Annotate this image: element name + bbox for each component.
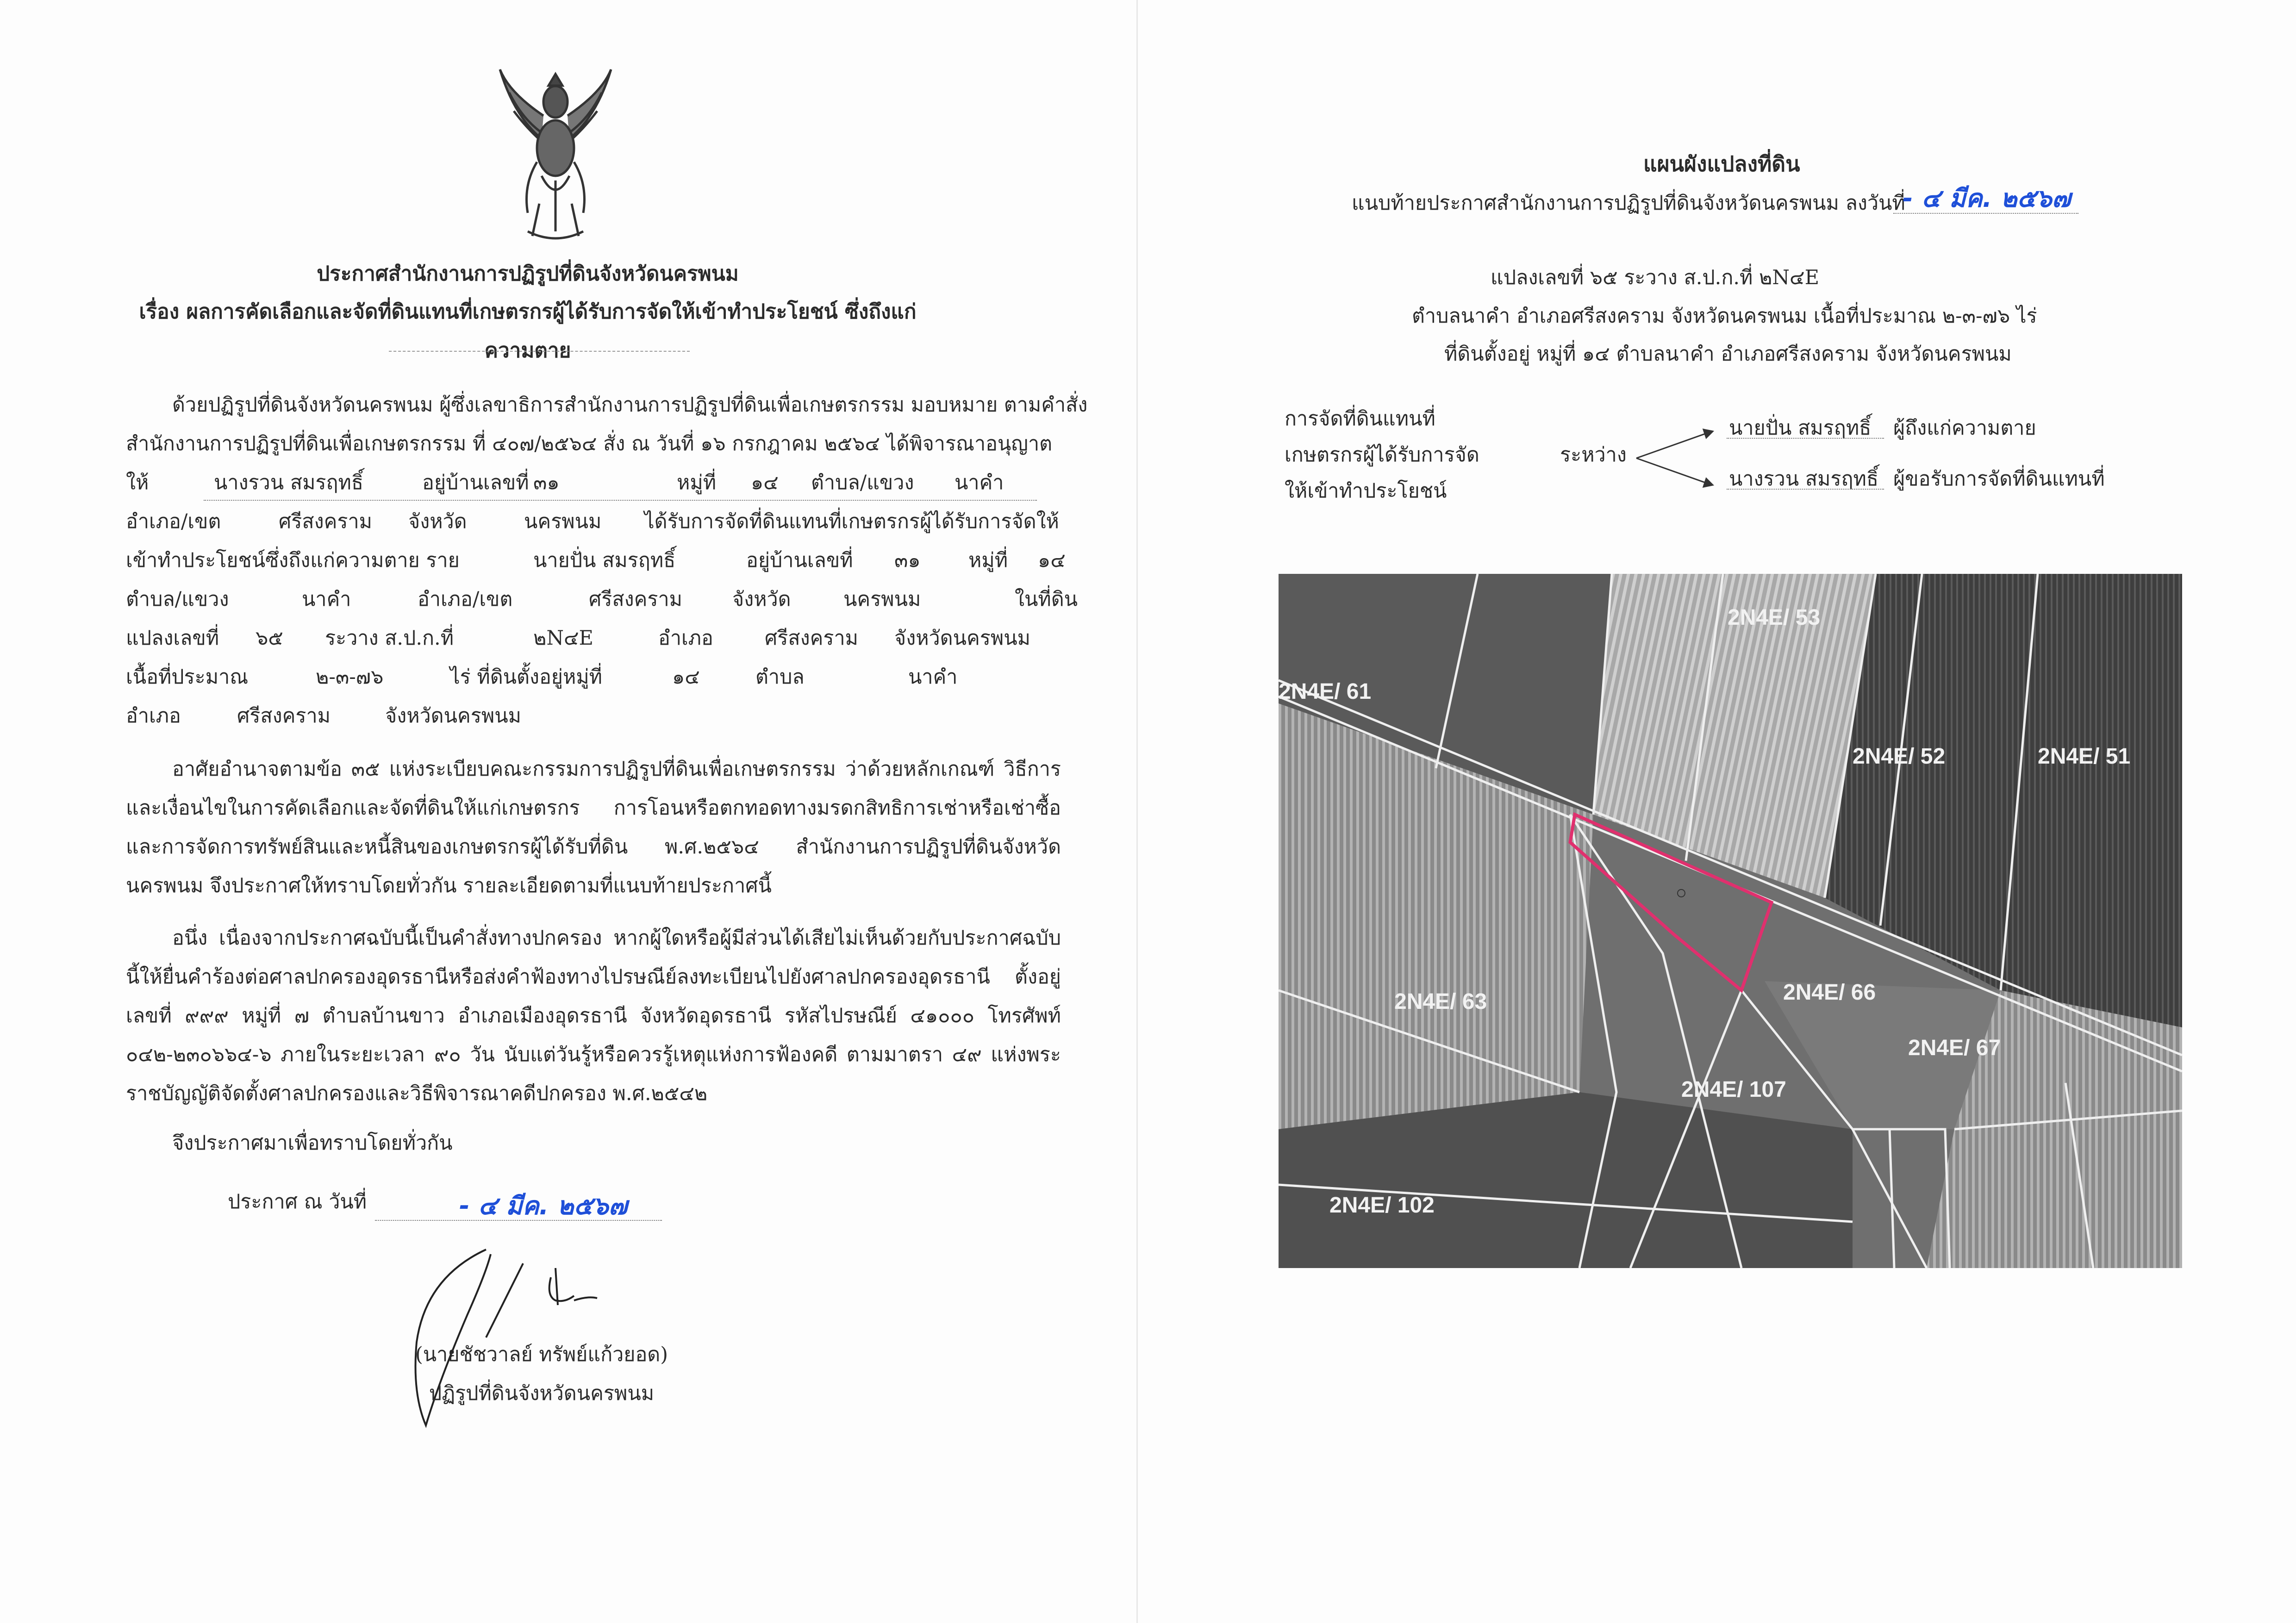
garuda-emblem (495, 65, 616, 245)
province-full-2: จังหวัดนครพนม (385, 704, 521, 728)
label-house-no-2: อยู่บ้านเลขที่ (746, 549, 853, 572)
in-land-text: ในที่ดิน (1015, 588, 1078, 611)
date-dotted-line (375, 1220, 662, 1221)
plot-no-value: ๖๕ (256, 627, 283, 650)
label-province: จังหวัด (408, 510, 467, 533)
rai-text: ไร่ ที่ดินตั้งอยู่หมู่ที่ (450, 665, 603, 689)
amphoe-value: ศรีสงคราม (279, 510, 372, 533)
announce-date-label: ประกาศ ณ วันที่ (228, 1190, 367, 1213)
title-divider (389, 351, 690, 352)
alloc-label-1: การจัดที่ดินแทนที่ (1285, 407, 1435, 430)
dotted-fill-line (204, 500, 1037, 501)
attach-label: แนบท้ายประกาศสำนักงานการปฏิรูปที่ดินจังหวัดนครพนม ลงวันที่ (1352, 192, 1905, 215)
plan-title: แผนผังแปลงที่ดิน (1643, 151, 1800, 176)
announcement-subject: เรื่อง ผลการคัดเลือกและจัดที่ดินแทนที่เกษตรกรผู้ได้รับการจัดให้เข้าทำประโยชน์ ซึ่งถึงแก่ความตาย (139, 300, 917, 362)
moo-value-2: ๑๔ (1038, 549, 1066, 572)
moo-value: ๑๔ (751, 471, 779, 494)
deceased-text: เข้าทำประโยชน์ซึ่งถึงแก่ความตาย ราย (126, 549, 460, 572)
plot-line-1: แปลงเลขที่ ๖๕ ระวาง ส.ป.ก.ที่ ๒N๔E (1491, 266, 1819, 289)
province-value: นครพนม (524, 510, 602, 533)
province-full: จังหวัดนครพนม (894, 627, 1030, 650)
label-province-2: จังหวัด (732, 588, 791, 611)
label-amphoe-2: อำเภอ/เขต (418, 588, 513, 611)
person-1-role: ผู้ถึงแก่ความตาย (1893, 417, 2036, 440)
label-amphoe-3: อำเภอ (658, 627, 713, 650)
deceased-name: นายปั่น สมรฤทธิ์ (533, 549, 676, 572)
paragraph-2: อาศัยอำนาจตามข้อ ๓๕ แห่งระเบียบคณะกรรมการปฏิรูปที่ดินเพื่อเกษตรกรรม ว่าด้วยหลักเกณฑ์ วิธีการ และเงื่อนไขในการคัดเลือกและจัดที่ดินให้แก่เกษตรกร การโอนหรือตกทอดทางมรดกสิทธิการเช่าหรือเช่าซื้อ และการจัดการทรัพย์สินและหนี้สินของเกษตรกรผู้ได้รับที่ดิน พ.ศ.๒๕๖๔ สำนักงานการปฏิรูปที่ดินจังหวัดนครพนม จึงประกาศให้ทราบโดยทั่วกัน รายละเอียดตามที่แนบท้ายประกาศนี้ (126, 758, 1061, 897)
label-moo: หมู่ที่ (677, 471, 717, 494)
plot-line-3: ที่ดินตั้งอยู่ หมู่ที่ ๑๔ ตำบลนาคำ อำเภอศรีสงคราม จังหวัดนครพนม (1444, 342, 2012, 366)
map-label-67: 2N4E/ 67 (1908, 1036, 2001, 1060)
paragraph-1-line-1: ด้วยปฏิรูปที่ดินจังหวัดนครพนม ผู้ซึ่งเลขาธิการสำนักงานการปฏิรูปที่ดินเพื่อเกษตรกรรม มอบหมาย ตามคำสั่ง (172, 393, 1088, 417)
map-label-51: 2N4E/ 51 (2038, 744, 2131, 769)
map-label-52: 2N4E/ 52 (1853, 744, 1946, 769)
map-label-107: 2N4E/ 107 (1681, 1077, 1786, 1102)
label-sheet: ระวาง ส.ป.ก.ที่ (325, 627, 454, 650)
map-label-102: 2N4E/ 102 (1329, 1193, 1435, 1218)
label-area: เนื้อที่ประมาณ (126, 665, 249, 689)
house-no-value: ๓๑ (533, 471, 560, 494)
label-plot: แปลงเลขที่ (126, 627, 219, 650)
label-amphoe: อำเภอ/เขต (126, 510, 221, 533)
tambon-value-3: นาคำ (908, 665, 958, 689)
person-2-line (1727, 489, 1884, 490)
aerial-plot-map (1279, 574, 2182, 1268)
sheet-value: ๒N๔E (533, 627, 593, 650)
amphoe-value-2: ศรีสงคราม (589, 588, 682, 611)
person-1-line (1727, 438, 1884, 439)
signer-title: ปฏิรูปที่ดินจังหวัดนครพนม (429, 1382, 655, 1405)
moo-value-3: ๑๔ (672, 665, 700, 689)
map-label-53: 2N4E/ 53 (1728, 605, 1821, 630)
between-label: ระหว่าง (1560, 443, 1627, 466)
area-value: ๒-๓-๗๖ (316, 665, 384, 689)
amphoe-value-4: ศรีสงคราม (237, 704, 331, 728)
map-label-66: 2N4E/ 66 (1783, 980, 1876, 1005)
map-label-61: 2N4E/ 61 (1279, 679, 1372, 704)
tambon-value: นาคำ (955, 471, 1004, 494)
branch-arrows (1634, 426, 1717, 491)
label-tambon: ตำบล/แขวง (811, 471, 914, 494)
person-2-role: ผู้ขอรับการจัดที่ดินแทนที่ (1893, 467, 2105, 491)
closing-text: จึงประกาศมาเพื่อทราบโดยทั่วกัน (172, 1132, 453, 1155)
label-house-no: อยู่บ้านเลขที่ (422, 471, 529, 494)
announcement-title: ประกาศสำนักงานการปฏิรูปที่ดินจังหวัดนครพนม (317, 262, 739, 286)
alloc-label-2: เกษตรกรผู้ได้รับการจัด (1285, 443, 1479, 466)
attach-date-handwritten: - ๔ มีค. ๒๕๖๗ (1903, 184, 2071, 213)
announce-date-handwritten: - ๔ มีค. ๒๕๖๗ (459, 1191, 628, 1220)
plot-line-2: ตำบลนาคำ อำเภอศรีสงคราม จังหวัดนครพนม เนื้อที่ประมาณ ๒-๓-๗๖ ไร่ (1412, 305, 2037, 328)
signer-name: (นายชัชวาลย์ ทรัพย์แก้วยอด) (415, 1343, 668, 1366)
label-tambon-3: ตำบล (755, 665, 805, 689)
province-value-2: นครพนม (843, 588, 921, 611)
alloc-label-3: ให้เข้าทำประโยชน์ (1285, 479, 1447, 503)
paragraph-3: อนึ่ง เนื่องจากประกาศฉบับนี้เป็นคำสั่งทางปกครอง หากผู้ใดหรือผู้มีส่วนได้เสียไม่เห็นด้วยกับประกาศฉบับนี้ให้ยื่นคำร้องต่อศาลปกครองอุดรธานีหรือส่งคำฟ้องทางไปรษณีย์ลงทะเบียนไปยังศาลปกครองอุดรธานี ตั้งอยู่เลขที่ ๙๙๙ หมู่ที่ ๗ ตำบลบ้านขาว อำเภอเมืองอุดรธานี จังหวัดอุดรธานี รหัสไปรษณีย์ ๔๑๐๐๐ โทรศัพท์ ๐๔๒-๒๓๐๖๖๔-๖ ภายในระยะเวลา ๙๐ วัน นับแต่วันรู้หรือควรรู้เหตุแห่งการฟ้องคดี ตามมาตรา ๔๙ แห่งพระราชบัญญัติจัดตั้งศาลปกครองและวิธีพิจารณาคดีปกครอง พ.ศ.๒๕๔๒ (126, 927, 1061, 1105)
label-tambon-2: ตำบล/แขวง (126, 588, 229, 611)
attach-date-line (1893, 213, 2078, 214)
applicant-name: นางรวน สมรฤทธิ์ (214, 471, 364, 494)
received-text: ได้รับการจัดที่ดินแทนที่เกษตรกรผู้ได้รับการจัดให้ (644, 510, 1059, 533)
person-2-name: นางรวน สมรฤทธิ์ (1729, 467, 1879, 491)
paragraph-1-line-2: สำนักงานการปฏิรูปที่ดินเพื่อเกษตรกรรม ที่ ๔๐๗/๒๕๖๔ สั่ง ณ วันที่ ๑๖ กรกฎาคม ๒๕๖๔ ได้พิจารณาอนุญาต (126, 432, 1053, 455)
person-1-name: นายปั่น สมรฤทธิ์ (1729, 417, 1872, 440)
label-moo-2: หมู่ที่ (968, 549, 1008, 572)
house-no-value-2: ๓๑ (894, 549, 921, 572)
amphoe-value-3: ศรีสงคราม (765, 627, 858, 650)
tambon-value-2: นาคำ (302, 588, 351, 611)
map-label-63: 2N4E/ 63 (1394, 989, 1487, 1014)
label-amphoe-4: อำเภอ (126, 704, 181, 728)
announcement-page (0, 0, 1139, 1623)
label-to: ให้ (126, 471, 149, 494)
